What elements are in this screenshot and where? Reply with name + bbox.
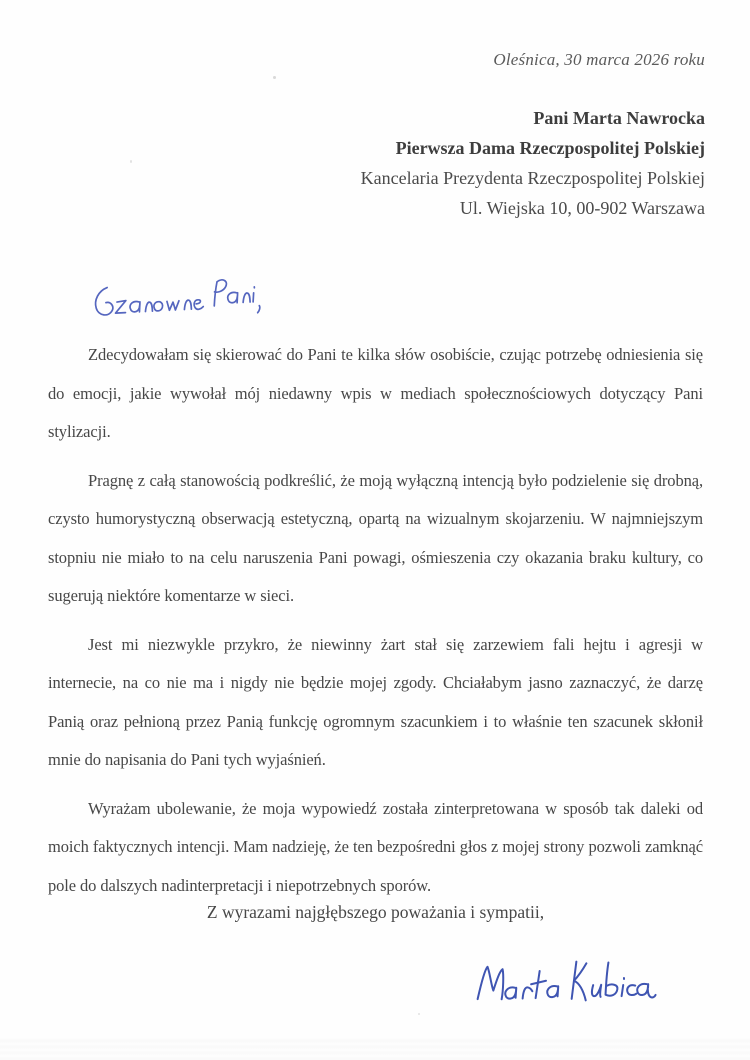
scan-speck (273, 76, 276, 79)
scan-speck (418, 1013, 420, 1015)
closing-line: Z wyrazami najgłębszego poważania i sympatii, (206, 902, 545, 922)
recipient-block (361, 103, 705, 223)
paragraph-1: Zdecydowałam się skierować do Pani te kilka słów osobiście, czując potrzebę odniesienia się do emocji, jakie wywołał mój niedawny wpis w mediach społecznościowych dotyczący Pani stylizacji. (48, 345, 703, 441)
scan-speck (130, 160, 132, 163)
scan-edge-artifact (0, 1038, 750, 1060)
handwritten-signature (470, 941, 664, 1020)
letter-body (48, 336, 703, 915)
paragraph-3: Jest mi niezwykle przykro, że niewinny żart stał się zarzewiem fali hejtu i agresji w internecie, na co nie ma i nigdy nie będzie mojej zgody. Chciałabym jasno zaznaczyć, że darzę Panią oraz pełnioną przez Panią funkcję ogromnym szacunkiem i to właśnie ten szacunek skłonił mnie do napisania do Pani tych wyjaśnień. (48, 634, 703, 769)
recipient-name: Pani Marta Nawrocka (533, 108, 705, 128)
recipient-title: Pierwsza Dama Rzeczpospolitej Polskiej (395, 138, 705, 158)
handwritten-greeting (85, 269, 266, 334)
paragraph-4: Wyrażam ubolewanie, że moja wypowiedź została zinterpretowana w sposób tak daleki od moich faktycznych intencji. Mam nadzieję, że ten bezpośredni głos z mojej strony pozwoli zamknąć pole do dalszych nadinterpretacji i niepotrzebnych sporów. (48, 798, 703, 895)
paragraph-2: Pragnę z całą stanowością podkreślić, że moją wyłączną intencją było podzielenie się drobną, czysto humorystyczną obserwacją estetyczną, opartą na wizualnym skojarzeniu. W najmniejszym stopniu nie miało to na celu naruszenia Pani powagi, ośmieszenia czy okazania braku kultury, co sugerują niektóre komentarze w sieci. (48, 470, 703, 605)
date-line: Oleśnica, 30 marca 2026 roku (493, 50, 705, 69)
recipient-address: Ul. Wiejska 10, 00-902 Warszawa (459, 198, 705, 218)
recipient-institution: Kancelaria Prezydenta Rzeczpospolitej Polskiej (360, 168, 705, 188)
